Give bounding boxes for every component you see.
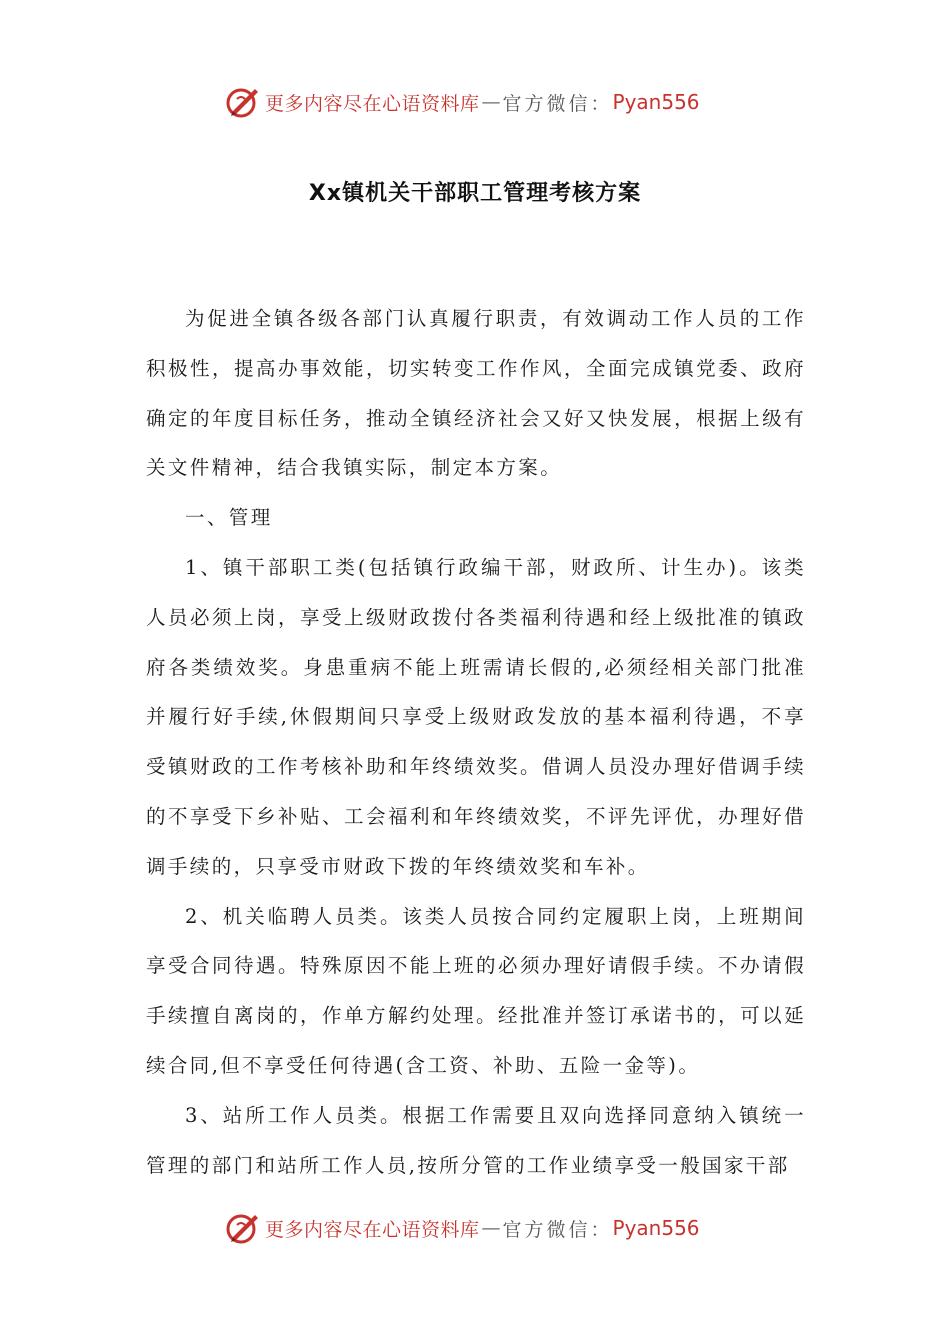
paragraph-item-2: 2、机关临聘人员类。该类人员按合同约定履职上岗，上班期间享受合同待遇。特殊原因不能上班的必须办理好请假手续。不办请假手续擅自离岗的，作单方解约处理。经批准并签订承诺书的，可以延续合同,但不享受任何待遇(含工资、补助、五险一金等)。: [146, 904, 806, 1077]
watermark-wechat-id: Pyan556: [612, 1216, 700, 1240]
watermark-text: 更多内容尽在心语资料库: [265, 1218, 480, 1241]
watermark-wechat-id: Pyan556: [612, 90, 700, 114]
watermark-text: 更多内容尽在心语资料库: [265, 92, 480, 115]
watermark-wechat-label: 官方微信：: [502, 92, 613, 115]
watermark-banner-top: [225, 85, 700, 119]
watermark-banner-bottom: [225, 1211, 700, 1245]
pen-logo-icon: [225, 1211, 261, 1245]
paragraph-intro: 为促进全镇各级各部门认真履行职责，有效调动工作人员的工作积极性，提高办事效能，切实转变工作作风，全面完成镇党委、政府确定的年度目标任务，推动全镇经济社会又好又快发展，根据上级有关文件精神，结合我镇实际，制定本方案。: [146, 307, 806, 480]
watermark-wechat-label: 官方微信：: [502, 1218, 613, 1241]
watermark-separator: —: [481, 1217, 501, 1239]
paragraph-item-1: 1、镇干部职工类(包括镇行政编干部，财政所、计生办)。该类人员必须上岗，享受上级财政拨付各类福利待遇和经上级批准的镇政府各类绩效奖。身患重病不能上班需请长假的,必须经相关部门批准并履行好手续,休假期间只享受上级财政发放的基本福利待遇，不享受镇财政的工作考核补助和年终绩效奖。借调人员没办理好借调手续的不享受下乡补贴、工会福利和年终绩效奖，不评先评优，办理好借调手续的，只享受市财政下拨的年终绩效奖和车补。: [146, 555, 806, 878]
section-heading-management: 一、管理: [185, 506, 273, 530]
pen-logo-icon: [225, 85, 261, 119]
document-title: Xx镇机关干部职工管理考核方案: [308, 181, 642, 206]
watermark-separator: —: [481, 91, 501, 113]
document-body: [146, 294, 806, 1190]
paragraph-item-3: 3、站所工作人员类。根据工作需要且双向选择同意纳入镇统一管理的部门和站所工作人员,按所分管的工作业绩享受一般国家干部: [146, 1103, 806, 1177]
